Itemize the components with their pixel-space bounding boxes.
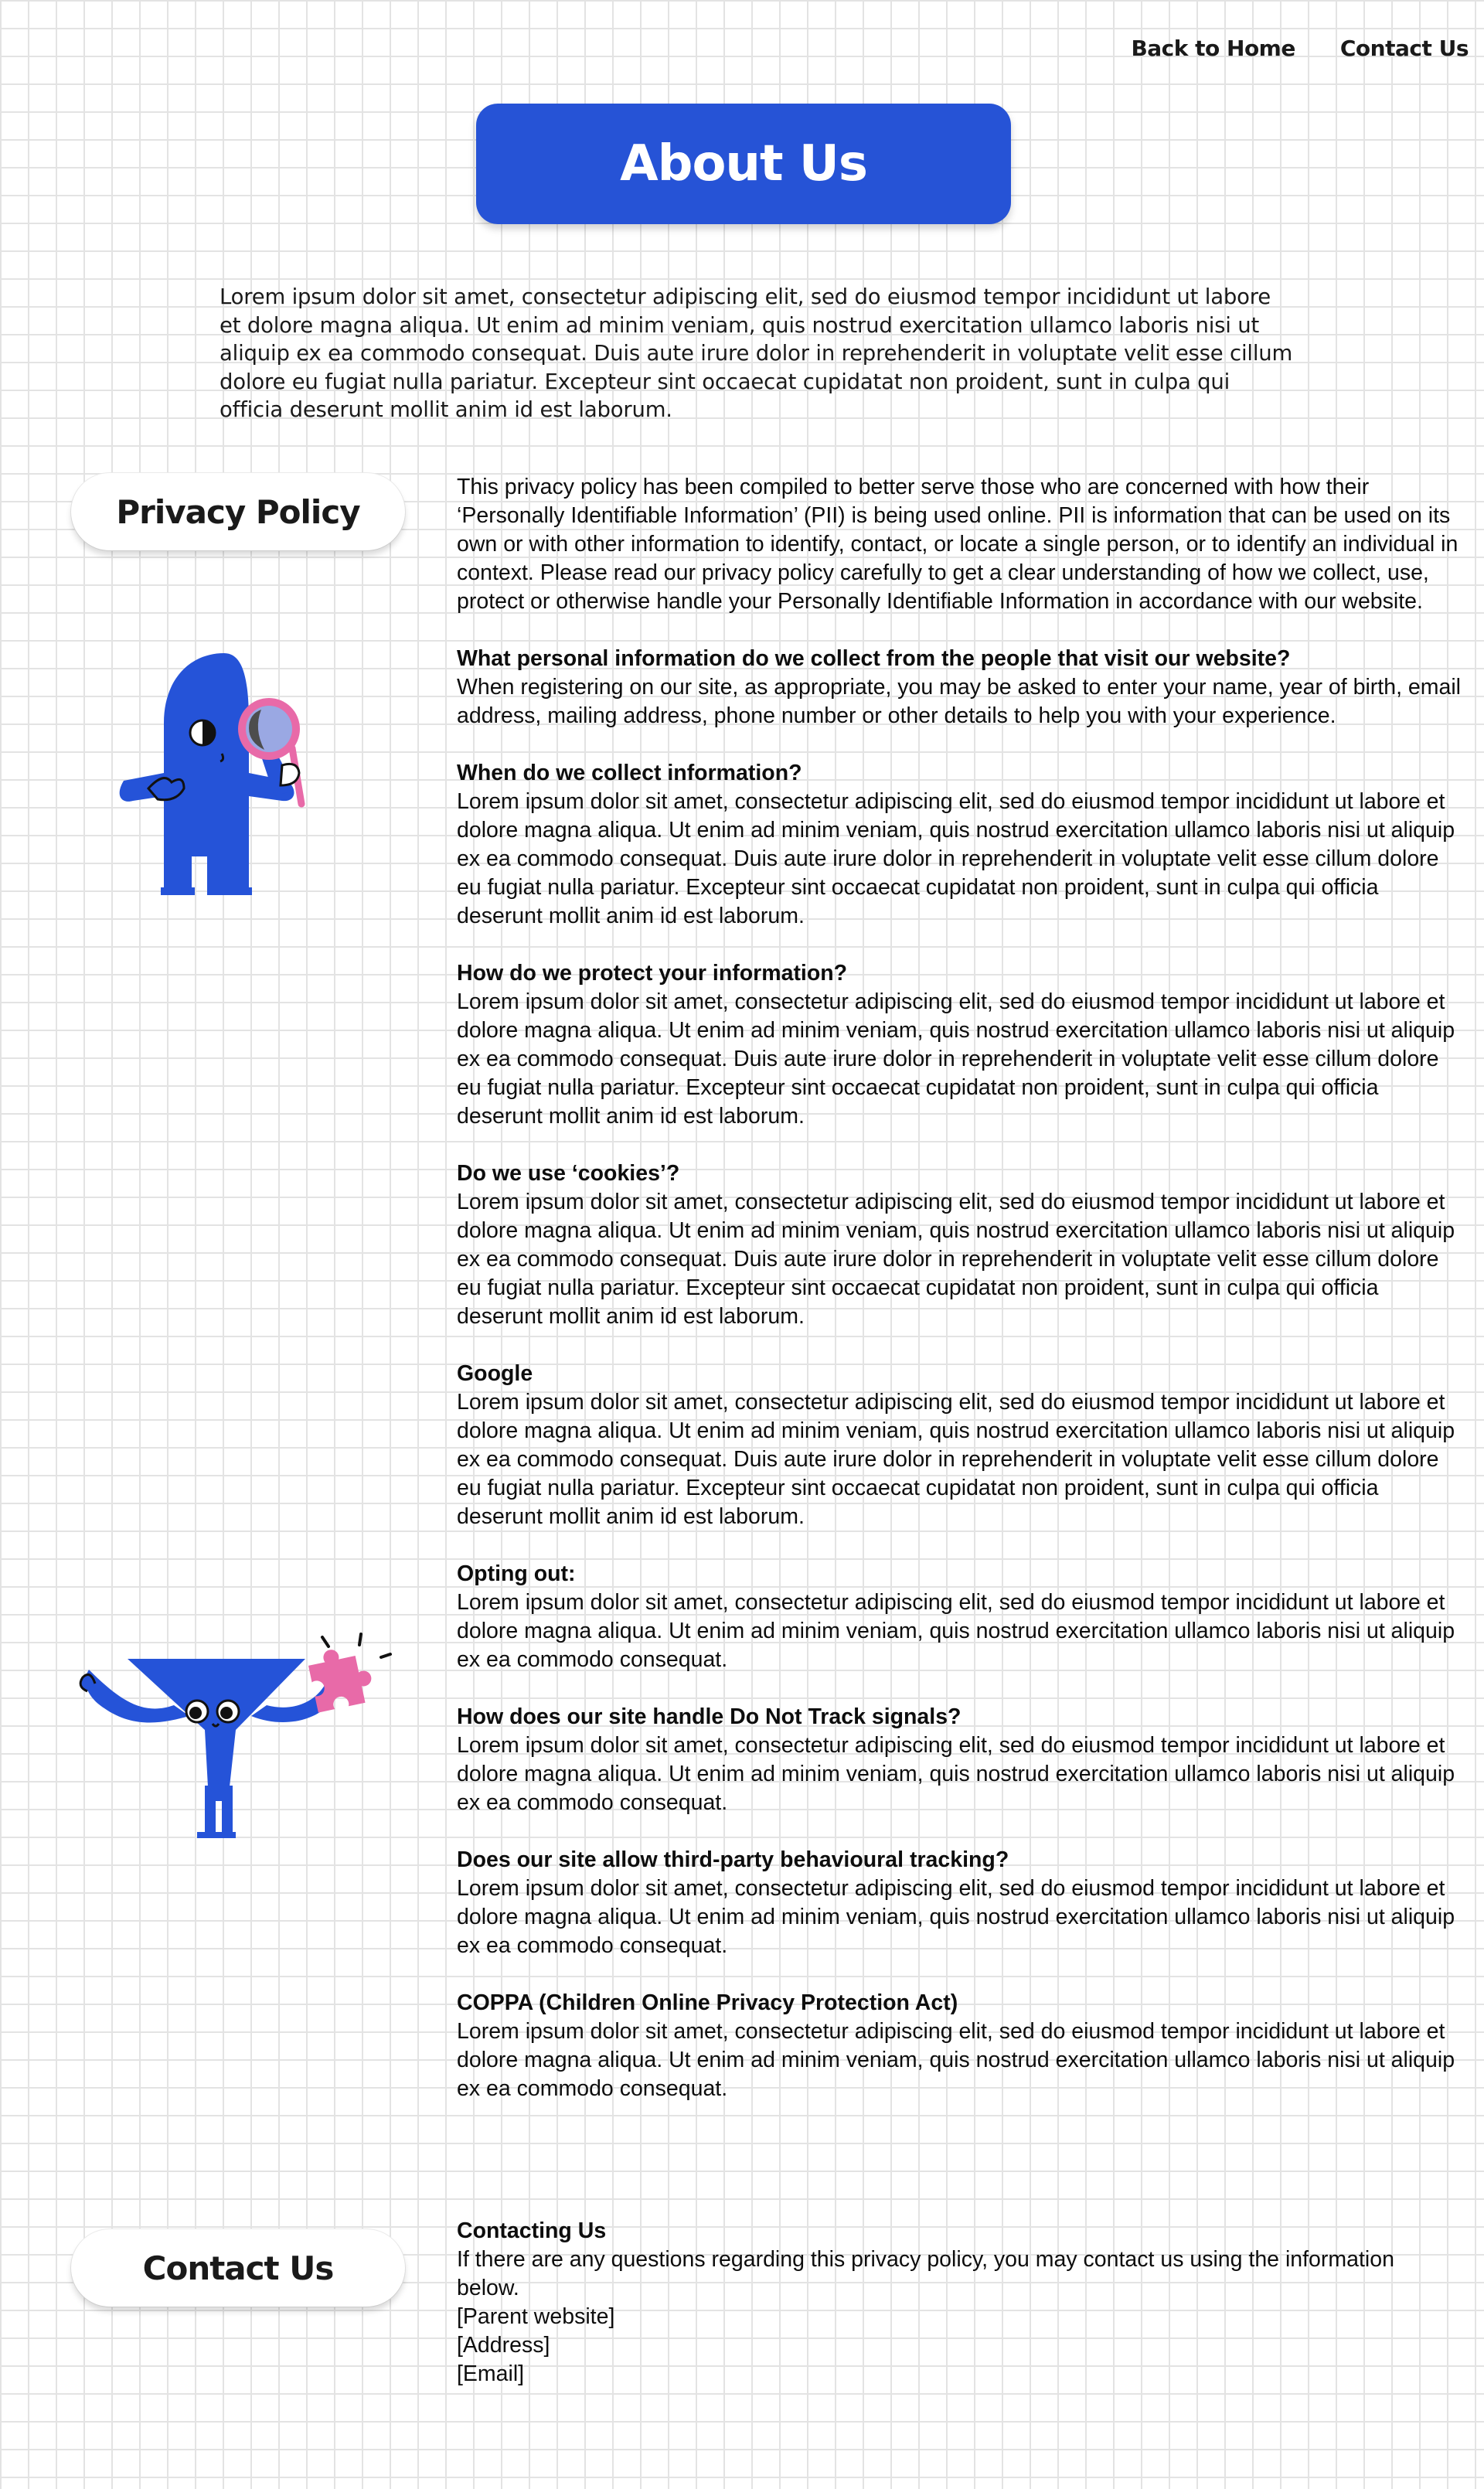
- section-body: Lorem ipsum dolor sit amet, consectetur adipiscing elit, sed do eiusmod tempor incididunt ut labore et dolore magna aliqua. Ut enim ad minim veniam, quis nostrud exercitation ullamco laboris nisi ut aliquip ex ea commodo consequat. Duis aute irure dolor in reprehenderit in voluptate velit esse cillum dolore eu fugiat nulla pariatur. Excepteur sint occaecat cupidatat non proident, sunt in culpa qui officia deserunt mollit anim id est laborum.: [457, 1190, 1455, 1329]
- contact-content: [457, 2217, 1462, 2389]
- section-body: Lorem ipsum dolor sit amet, consectetur adipiscing elit, sed do eiusmod tempor incididunt ut labore et dolore magna aliqua. Ut enim ad minim veniam, quis nostrud exercitation ullamco laboris nisi ut aliquip ex ea commodo consequat. Duis aute irure dolor in reprehenderit in voluptate velit esse cillum dolore eu fugiat nulla pariatur. Excepteur sint occaecat cupidatat non proident, sunt in culpa qui officia deserunt mollit anim id est laborum.: [457, 1390, 1455, 1529]
- section-heading: Does our site allow third-party behavioural tracking?: [457, 1847, 1009, 1872]
- policy-section: [457, 1360, 1462, 1531]
- contact-body: If there are any questions regarding this privacy policy, you may contact us using the information below.: [457, 2247, 1394, 2300]
- section-body: Lorem ipsum dolor sit amet, consectetur adipiscing elit, sed do eiusmod tempor incididunt ut labore et dolore magna aliqua. Ut enim ad minim veniam, quis nostrud exercitation ullamco laboris nisi ut aliquip ex ea commodo consequat.: [457, 1590, 1455, 1672]
- section-body: Lorem ipsum dolor sit amet, consectetur adipiscing elit, sed do eiusmod tempor incididunt ut labore et dolore magna aliqua. Ut enim ad minim veniam, quis nostrud exercitation ullamco laboris nisi ut aliquip ex ea commodo consequat.: [457, 1876, 1455, 1958]
- policy-section: [457, 959, 1462, 1131]
- policy-section: [457, 1846, 1462, 1960]
- section-heading: How does our site handle Do Not Track signals?: [457, 1704, 962, 1729]
- contact-us-pill: Contact Us: [71, 2229, 405, 2307]
- section-heading: What personal information do we collect from the people that visit our website?: [457, 646, 1291, 671]
- policy-section: [457, 1560, 1462, 1674]
- policy-section: [457, 759, 1462, 931]
- section-body: Lorem ipsum dolor sit amet, consectetur adipiscing elit, sed do eiusmod tempor incididunt ut labore et dolore magna aliqua. Ut enim ad minim veniam, quis nostrud exercitation ullamco laboris nisi ut aliquip ex ea commodo consequat. Duis aute irure dolor in reprehenderit in voluptate velit esse cillum dolore eu fugiat nulla pariatur. Excepteur sint occaecat cupidatat non proident, sunt in culpa qui officia deserunt mollit anim id est laborum.: [457, 989, 1455, 1129]
- section-body: When registering on our site, as appropriate, you may be asked to enter your name, year of birth, email address, mailing address, phone number or other details to help you with your experience.: [457, 675, 1462, 728]
- policy-section: [457, 1989, 1462, 2103]
- contact-heading: Contacting Us: [457, 2218, 607, 2243]
- contact-us-link[interactable]: Contact Us: [1339, 36, 1469, 61]
- section-heading: Do we use ‘cookies’?: [457, 1161, 680, 1186]
- contact-address: [Address]: [457, 2333, 550, 2358]
- top-nav: [1131, 36, 1469, 61]
- section-heading: Google: [457, 1361, 533, 1386]
- puzzle-mascot-icon: [73, 1631, 421, 1840]
- contact-email: [Email]: [457, 2361, 525, 2386]
- section-heading: Opting out:: [457, 1561, 576, 1586]
- section-heading: When do we collect information?: [457, 761, 802, 785]
- policy-section: [457, 1703, 1462, 1817]
- about-intro-text: Lorem ipsum dolor sit amet, consectetur adipiscing elit, sed do eiusmod tempor incididunt ut labore et dolore magna aliqua. Ut enim ad minim veniam, quis nostrud exercitation ullamco laboris nisi ut aliquip ex ea commodo consequat. Duis aute irure dolor in reprehenderit in voluptate velit esse cillum dolore eu fugiat nulla pariatur. Excepteur sint occaecat cupidatat non proident, sunt in culpa qui officia deserunt mollit anim id est laborum.: [220, 284, 1293, 422]
- policy-section: [457, 645, 1462, 730]
- section-body: Lorem ipsum dolor sit amet, consectetur adipiscing elit, sed do eiusmod tempor incididunt ut labore et dolore magna aliqua. Ut enim ad minim veniam, quis nostrud exercitation ullamco laboris nisi ut aliquip ex ea commodo consequat.: [457, 2019, 1455, 2101]
- page-title: About Us: [476, 104, 1011, 224]
- privacy-policy-pill: Privacy Policy: [71, 473, 405, 550]
- contact-parent-website: [Parent website]: [457, 2304, 615, 2329]
- section-heading: How do we protect your information?: [457, 961, 848, 986]
- section-heading: COPPA (Children Online Privacy Protection Act): [457, 1990, 958, 2015]
- privacy-policy-content: [457, 473, 1462, 2132]
- privacy-intro-text: This privacy policy has been compiled to better serve those who are concerned with how their ‘Personally Identifiable Information’ (PII) is being used online. PII is information that can be used on its own or with other information to identify, contact, or locate a single person, or to identify an individual in context. Please read our privacy policy carefully to get a clear understanding of how we collect, use, protect or otherwise handle your Personally Identifiable Information in accordance with our website.: [457, 475, 1458, 614]
- section-body: Lorem ipsum dolor sit amet, consectetur adipiscing elit, sed do eiusmod tempor incididunt ut labore et dolore magna aliqua. Ut enim ad minim veniam, quis nostrud exercitation ullamco laboris nisi ut aliquip ex ea commodo consequat.: [457, 1733, 1455, 1815]
- magnifier-mascot-icon: [116, 649, 363, 904]
- back-to-home-link[interactable]: Back to Home: [1131, 36, 1295, 61]
- section-body: Lorem ipsum dolor sit amet, consectetur adipiscing elit, sed do eiusmod tempor incididunt ut labore et dolore magna aliqua. Ut enim ad minim veniam, quis nostrud exercitation ullamco laboris nisi ut aliquip ex ea commodo consequat. Duis aute irure dolor in reprehenderit in voluptate velit esse cillum dolore eu fugiat nulla pariatur. Excepteur sint occaecat cupidatat non proident, sunt in culpa qui officia deserunt mollit anim id est laborum.: [457, 789, 1455, 928]
- policy-section: [457, 1159, 1462, 1331]
